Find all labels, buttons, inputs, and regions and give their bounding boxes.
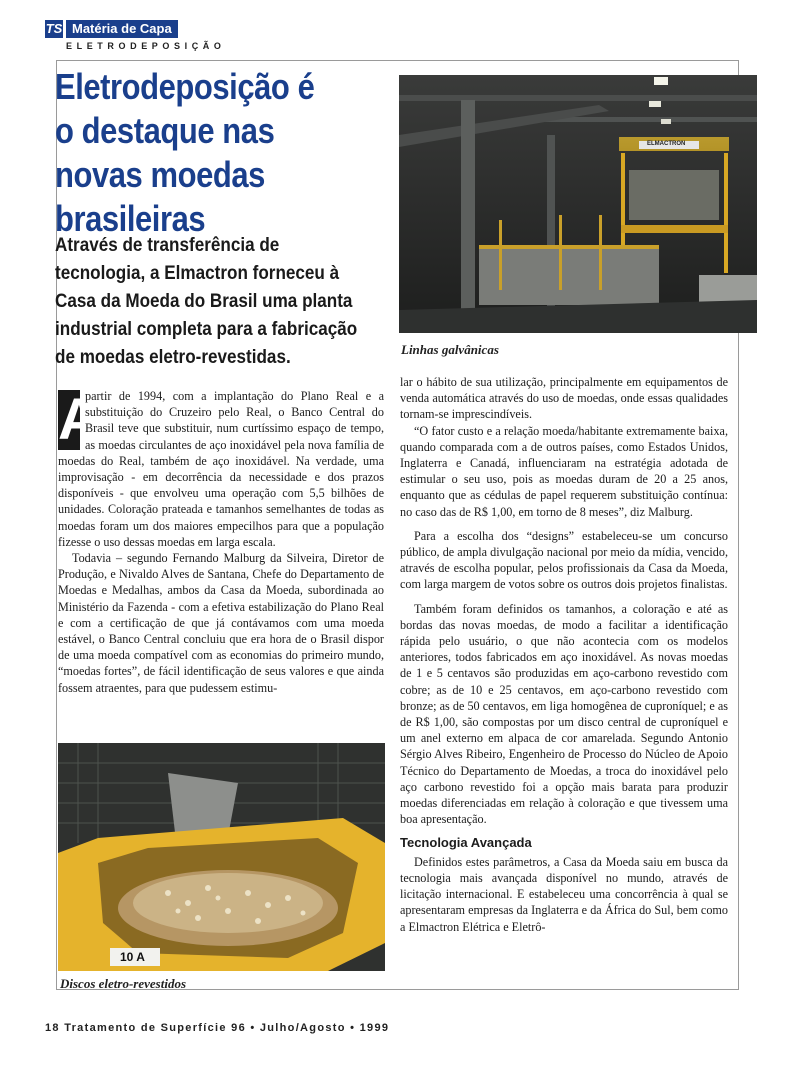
coin-discs-photo <box>58 743 385 971</box>
paragraph: lar o hábito de sua utilização, principalmente em equipamentos de venda automática através do uso de moedas, onde essas qualidades tornam-se imprescindíveis. <box>400 375 728 422</box>
article-title: Eletrodeposição é o destaque nas novas moedas brasileiras <box>55 66 315 239</box>
galvanic-lines-photo <box>399 75 757 333</box>
section-label: Matéria de Capa <box>66 20 178 38</box>
paragraph: Definidos estes parâmetros, a Casa da Moeda saiu em busca da tecnologia mais avançada disponível no mundo, através de licitação internacional. E estabeleceu uma concorrência à qual se apresentaram empresas da Inglaterra e da África do Sul, bem como a Elmactron Elétrica e Eletrô- <box>400 854 728 934</box>
paragraph: Para a escolha dos “designs” estabeleceu-se um concurso público, de ampla divulgação nacional por meio da mídia, vencido, através de escolha popular, pelos profissionais da Casa da Moeda, com larga margem de votos sobre os outros dois projetos finalistas. <box>400 528 728 592</box>
paragraph <box>58 388 384 550</box>
article-column-1 <box>58 388 384 696</box>
paragraph: “O fator custo e a relação moeda/habitante extremamente baixa, quando comparada com a de outros países, como Estados Unidos, Inglaterra e Canadá, influenciaram na estratégia adotada de estimular o seu uso, pois as moedas duram de 20 a 25 anos, enquanto que as cédulas de papel requerem substituição contínua: no caso das de R$ 1,00, em torno de 8 meses”, diz Malburg. <box>400 423 728 519</box>
subsection-label: ELETRODEPOSIÇÃO <box>66 41 226 51</box>
paragraph: Também foram definidos os tamanhos, a coloração e até as bordas das novas moedas, de modo a facilitar a identificação rápida pelo usuário, o que não acontecia com os modelos anteriores, todos fabricados em aço inoxidável. As novas moedas de 1 e 5 centavos são produzidas em aço-carbono revestido com cobre; as de 10 e 25 centavos, em aço-carbono revestido com bronze; as de 50 centavos, em liga homogênea de cuproníquel; e as de R$ 1,00, são compostas por um disco central de cuproníquel e um anel externo em alpaca de cor amarelada. Segundo Antonio Sérgio Alves Ribeiro, Engenheiro de Processo do Núcleo de Apoio Técnico do Departamento de Moedas, a troca do inoxidável pelo aço carbono revestido foi a opção mais barata para produzir moedas diferenciadas em relação à coloração e que tivessem uma boa apresentação. <box>400 601 728 827</box>
factory-illustration <box>399 75 757 333</box>
magazine-logo: TS <box>45 21 63 36</box>
hopper-tag: 10 A <box>120 950 145 964</box>
photo2-caption: Discos eletro-revestidos <box>60 976 187 991</box>
article-column-2 <box>400 374 728 935</box>
article-deck: Através de transferência de tecnologia, a Elmactron forneceu à Casa da Moeda do Brasil uma planta industrial completa para a fabricação de moedas eletro-revestidas. <box>55 235 358 368</box>
drop-cap: A <box>58 387 100 452</box>
paragraph-text: partir de 1994, com a implantação do Plano Real e a substituição do Cruzeiro pelo Real, o Banco Central do Brasil teve que substituir, num curtíssimo espaço de tempo, as moedas circulantes de aço inoxidável pela nova família de moedas do Real, também de aço inoxidável. Na verdade, uma improvisação - em decorrência da necessidade e dos prazos disponíveis - que envolveu uma operação com 5,5 bilhões de unidades. Coloração prateada e tamanhos semelhantes de todas as moedas foram um dos maiores empecilhos para que a população fizesse o uso dessas moedas em larga escala. <box>58 389 384 549</box>
coin-hopper-illustration <box>58 743 385 971</box>
paragraph: Todavia – segundo Fernando Malburg da Silveira, Diretor de Produção, e Nivaldo Alves de Santana, Chefe do Departamento de Moedas e Medalhas, ambos da Casa da Moeda, subordinada ao Ministério da Fazenda - com a efetiva estabilização do Plano Real e com a certificação de que já contávamos com uma moeda estável, o Banco Central concluiu que era hora de o Brasil dispor de uma moeda compatível com as economias do primeiro mundo, “moedas fortes”, de fácil identificação de seus valores e que ainda fossem atraentes, para que pudessem estimu- <box>58 551 384 695</box>
photo1-caption: Linhas galvânicas <box>401 342 499 357</box>
section-subheading: Tecnologia Avançada <box>400 835 532 851</box>
elmactron-sign: ELMACTRON <box>647 141 686 147</box>
page-footer: 18 Tratamento de Superfície 96 • Julho/Agosto • 1999 <box>45 1022 390 1034</box>
